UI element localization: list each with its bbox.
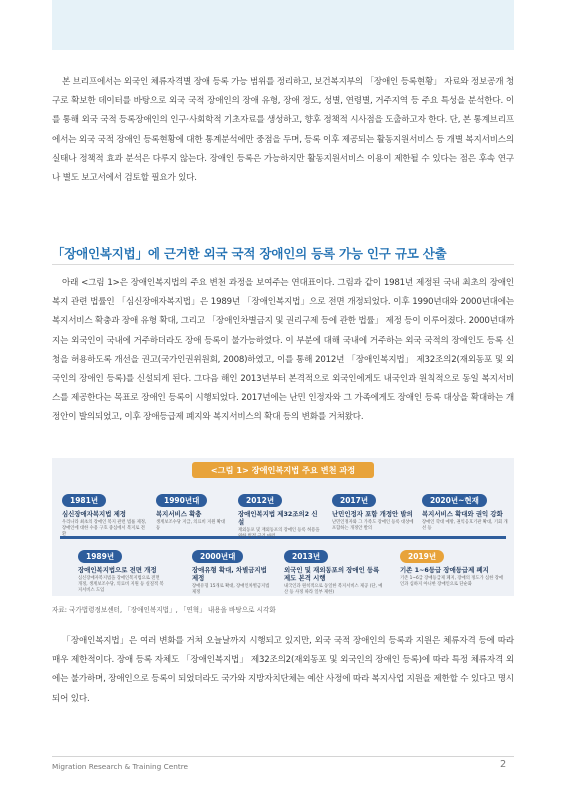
timeline-item-2013 <box>284 544 384 596</box>
page-number: 2 <box>500 759 507 770</box>
top-summary-box <box>52 0 514 50</box>
heading-divider <box>52 264 514 265</box>
footer-publisher: Migration Research & Training Centre <box>52 762 189 771</box>
timeline-item-2020 <box>422 488 508 532</box>
timeline-item-2000s <box>192 544 272 596</box>
timeline-body: 기존 1~6급 장애등급제 폐지, 장애의 정도가 심한 장애인과 심하지 아니한 장애인으로 단순화 <box>400 576 504 587</box>
timeline-body: 심신장애자복지법을 장애인복지법으로 전면 개정, 생계보조수당, 의료비 지원 등 실질적 복지서비스 도입 <box>78 576 164 593</box>
timeline-head: 난민인정자 포함 개정안 발의 <box>332 510 413 518</box>
timeline-year: 2012년 <box>238 494 282 507</box>
intro-paragraph <box>52 73 514 188</box>
intro-paragraph-text: 본 브리프에서는 외국인 체류자격별 장애 등록 가능 범위를 정리하고, 보건복지부의 「장애인 등록현황」 자료와 정보공개 청구로 확보한 데이터를 바탕으로 외국 국적 장애인의 장애 유형, 장애 정도, 성별, 연령별, 거주지역 등 주요 특성을 분석한다. 이를 통해 외국 국적 등록장애인의 인구·사회학적 기초자료를 생성하고, 향후 정책적 시사점을 도출하고자 한다. 단, 본 통계브리프에서는 외국 국적 장애인 등록현황에 대한 통계분석에만 중점을 두며, 등록 이후 제공되는 활동지원서비스 등 개별 복지서비스의 실태나 정책적 효과 분석은 다루지 않는다. 장애인 등록은 가능하지만 활동지원서비스 이용이 제한될 수 있다는 점은 후속 연구나 별도 보고서에서 검토할 필요가 있다. <box>52 77 514 184</box>
timeline-head: 외국인 및 재외동포의 장애인 등록 제도 본격 시행 <box>284 566 380 582</box>
timeline-item-1989 <box>78 544 164 594</box>
timeline-year: 2019년 <box>400 550 444 563</box>
timeline-body: 난민인정자와 그 가족도 장애인 등록 대상에 포함하는 개정안 발의 <box>332 520 414 531</box>
timeline-head: 장애유형 확대, 차별금지법 제정 <box>192 566 267 582</box>
timeline-body: 장애인 학대 예방, 권익옹호기관 확대, 기회 개선 등 <box>422 520 508 531</box>
timeline-item-2012 <box>238 488 322 540</box>
timeline-body: 장애유형 15개로 확대, 장애인차별금지법 제정 <box>192 584 270 595</box>
timeline-head: 장애인복지법 제32조의2 신설 <box>238 510 318 526</box>
timeline-item-2017 <box>332 488 414 532</box>
timeline-year: 2013년 <box>284 550 328 563</box>
closing-paragraph-text: 「장애인복지법」은 여러 변화를 거쳐 오늘날까지 시행되고 있지만, 외국 국적 장애인의 등록과 지원은 체류자격 등에 따라 매우 제한적이다. 장애 등록 자체도 「장애인복지법」 제32조의2(재외동포 및 외국인의 장애인 등록)에 따라 특정 체류자격 외에는 불가하며, 장애인으로 등록이 되었더라도 국가와 지방자치단체는 예산 사정에 따라 복지사업 지원을 제한할 수 있다고 명시되어 있다. <box>52 636 514 704</box>
timeline-head: 복지서비스 확충 <box>156 510 202 518</box>
section-heading: 「장애인복지법」에 근거한 외국 국적 장애인의 등록 가능 인구 규모 산출 <box>52 246 447 261</box>
timeline-year: 2020년~현재 <box>422 494 487 507</box>
timeline-figure <box>52 458 514 596</box>
timeline-body: 생계보조수당 지급, 의료비 지원 확대 등 <box>156 520 226 531</box>
timeline-year: 2000년대 <box>192 550 243 563</box>
timeline-head: 장애인복지법으로 전면 개정 <box>78 566 157 574</box>
timeline-year: 1989년 <box>78 550 122 563</box>
timeline-head: 심신장애자복지법 제정 <box>62 510 126 518</box>
closing-paragraph <box>52 632 514 709</box>
timeline-year: 1981년 <box>62 494 106 507</box>
figure-caption: 자료: 국가법령정보센터, 「장애인복지법」, 「연혁」 내용을 바탕으로 시각화 <box>52 606 276 614</box>
timeline-body: 재외동포 및 재외동포의 장애인 등록 허용을 위한 법적 근거 마련 <box>238 528 320 539</box>
timeline-body: 내국인과 원칙적으로 동일한 복지서비스 제공 (단, 예산 등 사정 따라 일부 제한) <box>284 584 383 595</box>
footer-divider <box>52 756 514 757</box>
timeline-item-1990s <box>156 488 226 532</box>
timeline-head: 복지서비스 확대와 권익 강화 <box>422 510 503 518</box>
figure-title: <그림 1> 장애인복지법 주요 변천 과정 <box>192 462 374 478</box>
section-paragraph-text: 아래 <그림 1>은 장애인복지법의 주요 변천 과정을 보여주는 연대표이다. 그림과 같이 1981년 제정된 국내 최초의 장애인복지 관련 법률인 「심신장애자복지법」은 1989년 「장애인복지법」으로 전면 개정되었다. 이후 1990년대와 2000년대에는 복지서비스 확충과 장애 유형 확대, 그리고 「장애인차별금지 및 권리구제 등에 관한 법률」 제정 등이 이루어졌다. 2000년대까지는 외국인이 국내에 거주하더라도 장애 등록이 불가능하였다. 이 부분에 대해 국내에 거주하는 외국 국적의 장애인도 등록 신청을 허용하도록 개선을 권고(국가인권위원회, 2008)하였고, 이를 통해 2012년 「장애인복지법」 제32조의2(재외동포 및 외국인의 장애인 등록)를 신설되게 된다. 그다음 해인 2013년부터 본격적으로 외국인에게도 내국인과 원칙적으로 동일 복지서비스를 제공한다는 목표로 장애인 등록이 시행되었다. 2017년에는 난민 인정자와 그 가족에게도 장애인 등록 대상을 확대하는 개정안이 발의되었고, 이후 장애등급제 폐지와 복지서비스의 확대 등의 변화를 거쳐왔다. <box>52 278 514 423</box>
timeline-year: 1990년대 <box>156 494 207 507</box>
timeline-body: 우리나라 최초의 장애인 복지 관련 법률 제정, 장애인에 대한 수용 구호 중심에서 복지로 전환 <box>62 520 147 537</box>
section-paragraph <box>52 274 514 428</box>
timeline-item-2019 <box>400 544 504 588</box>
timeline-year: 2017년 <box>332 494 376 507</box>
timeline-item-1981 <box>62 488 148 538</box>
timeline-head: 기존 1~6등급 장애등급제 폐지 <box>400 566 489 574</box>
